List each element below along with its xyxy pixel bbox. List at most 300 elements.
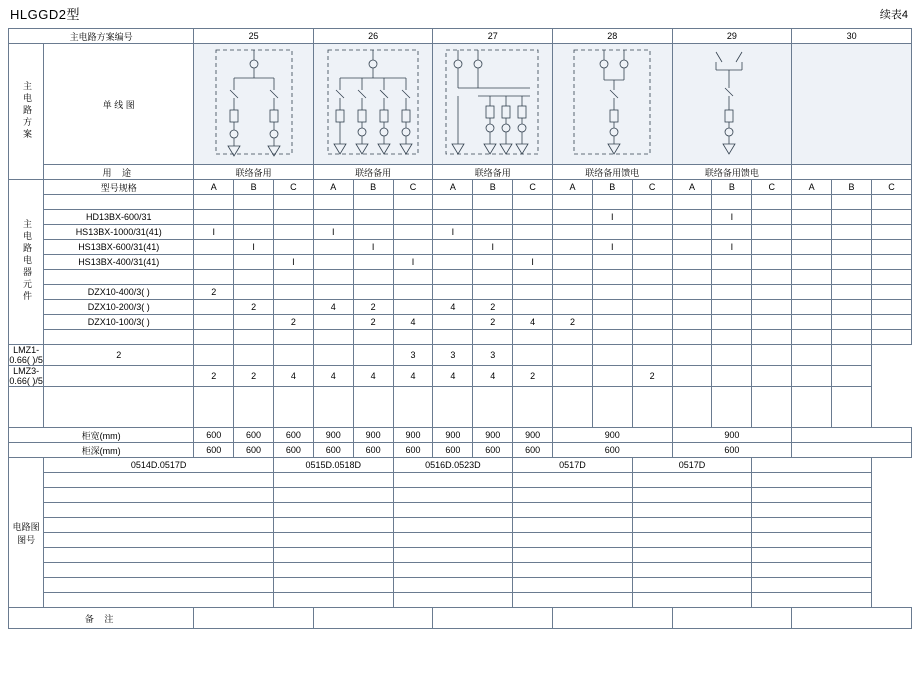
drawing-blank-cell bbox=[44, 503, 274, 518]
schematic-diagram-29 bbox=[672, 44, 792, 165]
table-row-drawing-blank bbox=[9, 518, 912, 533]
usage-value: 联络备用 bbox=[194, 165, 314, 180]
spacer-cell bbox=[274, 330, 314, 345]
component-cell bbox=[712, 300, 752, 315]
component-cell: 2 bbox=[473, 300, 513, 315]
spacer-cell bbox=[752, 387, 792, 428]
drawing-blank-cell bbox=[44, 593, 274, 608]
drawing-blank-cell bbox=[632, 473, 752, 488]
component-cell bbox=[871, 300, 911, 315]
table-row bbox=[9, 210, 912, 225]
width-value: 900 bbox=[313, 428, 353, 443]
schematic-diagram-25 bbox=[194, 44, 314, 165]
table-row bbox=[9, 345, 912, 366]
drawing-blank-cell bbox=[274, 518, 394, 533]
component-cell bbox=[194, 240, 234, 255]
component-cell bbox=[274, 300, 314, 315]
spacer-cell bbox=[513, 330, 553, 345]
component-cell bbox=[832, 240, 872, 255]
component-cell bbox=[632, 225, 672, 240]
component-cell bbox=[832, 285, 872, 300]
table-row bbox=[9, 255, 912, 270]
col-header-b: B bbox=[592, 180, 632, 195]
component-cell bbox=[553, 300, 593, 315]
depth-value: 600 bbox=[393, 443, 433, 458]
spacer-cell bbox=[553, 387, 593, 428]
component-cell bbox=[473, 210, 513, 225]
component-cell bbox=[871, 315, 911, 330]
component-cell: 2 bbox=[194, 366, 234, 387]
col-header-c: C bbox=[752, 180, 792, 195]
remark-value bbox=[792, 608, 912, 629]
spacer-cell bbox=[672, 195, 712, 210]
component-cell bbox=[393, 285, 433, 300]
drawing-blank-cell bbox=[513, 548, 633, 563]
spacer-cell bbox=[672, 387, 712, 428]
schematic-diagram-27 bbox=[433, 44, 553, 165]
spacer-cell bbox=[592, 270, 632, 285]
component-cell bbox=[672, 240, 712, 255]
drawing-blank-cell bbox=[752, 488, 872, 503]
width-value: 600 bbox=[194, 428, 234, 443]
drawing-blank-cell bbox=[393, 488, 513, 503]
spacer-cell bbox=[274, 195, 314, 210]
drawing-number: 0517D bbox=[632, 458, 752, 473]
col-header-c: C bbox=[393, 180, 433, 195]
remark-value bbox=[433, 608, 553, 629]
scheme-number: 25 bbox=[194, 29, 314, 44]
component-cell bbox=[553, 225, 593, 240]
component-cell bbox=[592, 285, 632, 300]
drawing-blank-cell bbox=[513, 578, 633, 593]
component-cell bbox=[513, 225, 553, 240]
component-cell bbox=[832, 366, 872, 387]
component-cell bbox=[473, 285, 513, 300]
spacer-cell bbox=[752, 195, 792, 210]
component-cell: 2 bbox=[234, 366, 274, 387]
table-row-drawing-numbers bbox=[9, 458, 912, 473]
spacer-cell bbox=[513, 270, 553, 285]
component-cell: 4 bbox=[353, 366, 393, 387]
spacer-cell bbox=[433, 330, 473, 345]
spacer-cell bbox=[44, 387, 194, 428]
table-row-drawing-blank bbox=[9, 533, 912, 548]
component-cell bbox=[234, 285, 274, 300]
component-cell: 2 bbox=[234, 300, 274, 315]
component-cell bbox=[672, 300, 712, 315]
label-scheme-no: 主电路方案编号 bbox=[9, 29, 194, 44]
col-header-b: B bbox=[712, 180, 752, 195]
usage-value: 联络备用馈电 bbox=[672, 165, 792, 180]
drawing-blank-cell bbox=[752, 533, 872, 548]
remark-value bbox=[194, 608, 314, 629]
spacer-cell bbox=[792, 195, 832, 210]
scheme-number: 28 bbox=[553, 29, 673, 44]
scheme-number: 27 bbox=[433, 29, 553, 44]
component-cell: I bbox=[313, 225, 353, 240]
component-cell bbox=[672, 285, 712, 300]
drawing-blank-cell bbox=[274, 503, 394, 518]
component-cell bbox=[792, 240, 832, 255]
spacer-cell bbox=[712, 330, 752, 345]
component-cell bbox=[632, 300, 672, 315]
component-cell bbox=[752, 366, 792, 387]
component-cell bbox=[792, 210, 832, 225]
drawing-blank-cell bbox=[752, 473, 872, 488]
component-cell bbox=[712, 285, 752, 300]
component-cell bbox=[513, 345, 553, 366]
component-cell bbox=[234, 255, 274, 270]
usage-value bbox=[792, 165, 912, 180]
depth-value: 600 bbox=[313, 443, 353, 458]
component-cell bbox=[274, 210, 314, 225]
component-cell bbox=[194, 255, 234, 270]
component-cell: I bbox=[353, 240, 393, 255]
drawing-blank-cell bbox=[632, 533, 752, 548]
label-single-line: 单 线 图 bbox=[44, 44, 194, 165]
col-header-b: B bbox=[832, 180, 872, 195]
drawing-blank-cell bbox=[632, 563, 752, 578]
label-cabinet-width: 柜宽(mm) bbox=[9, 428, 194, 443]
drawing-blank-cell bbox=[393, 503, 513, 518]
table-row-scheme-numbers bbox=[9, 29, 912, 44]
component-cell bbox=[553, 345, 593, 366]
component-cell bbox=[632, 345, 672, 366]
component-cell bbox=[712, 225, 752, 240]
drawing-blank-cell bbox=[274, 473, 394, 488]
drawing-blank-cell bbox=[752, 578, 872, 593]
spacer-cell bbox=[274, 387, 314, 428]
spacer-cell bbox=[433, 195, 473, 210]
schematic-diagram-30 bbox=[792, 44, 912, 165]
width-value: 900 bbox=[353, 428, 393, 443]
spacer-cell bbox=[313, 387, 353, 428]
spacer-cell bbox=[393, 270, 433, 285]
drawing-blank-cell bbox=[632, 503, 752, 518]
component-cell: I bbox=[513, 255, 553, 270]
component-cell bbox=[433, 210, 473, 225]
width-value: 900 bbox=[433, 428, 473, 443]
component-cell bbox=[433, 285, 473, 300]
drawing-blank-cell bbox=[513, 533, 633, 548]
drawing-blank-cell bbox=[513, 473, 633, 488]
width-value: 900 bbox=[672, 428, 792, 443]
col-header-b: B bbox=[353, 180, 393, 195]
component-cell bbox=[672, 255, 712, 270]
spacer-cell bbox=[353, 330, 393, 345]
spacer-cell bbox=[513, 195, 553, 210]
drawing-number: 0514D.0517D bbox=[44, 458, 274, 473]
table-row bbox=[9, 285, 912, 300]
component-cell bbox=[792, 345, 832, 366]
component-cell bbox=[353, 285, 393, 300]
component-cell: I bbox=[274, 255, 314, 270]
spacer-cell bbox=[194, 387, 234, 428]
component-cell bbox=[313, 240, 353, 255]
component-cell bbox=[393, 300, 433, 315]
table-row-drawing-blank bbox=[9, 473, 912, 488]
component-cell bbox=[274, 240, 314, 255]
spacer-cell bbox=[672, 330, 712, 345]
drawing-blank-cell bbox=[393, 533, 513, 548]
depth-value: 600 bbox=[473, 443, 513, 458]
spacer-cell bbox=[632, 330, 672, 345]
spacer-cell bbox=[473, 270, 513, 285]
spacer-cell bbox=[473, 330, 513, 345]
col-header-b: B bbox=[473, 180, 513, 195]
remark-value bbox=[313, 608, 433, 629]
component-cell bbox=[433, 315, 473, 330]
drawing-blank-cell bbox=[44, 533, 274, 548]
spacer-cell bbox=[592, 330, 632, 345]
component-cell bbox=[592, 315, 632, 330]
component-cell bbox=[632, 240, 672, 255]
spacer-cell bbox=[752, 270, 792, 285]
spacer-cell bbox=[353, 270, 393, 285]
drawing-blank-cell bbox=[274, 533, 394, 548]
component-cell bbox=[712, 366, 752, 387]
spacer-cell bbox=[234, 387, 274, 428]
width-value: 900 bbox=[553, 428, 673, 443]
component-cell: I bbox=[592, 240, 632, 255]
usage-value: 联络备用馈电 bbox=[553, 165, 673, 180]
spacer-cell bbox=[313, 195, 353, 210]
component-cell bbox=[632, 210, 672, 225]
table-row-spacer bbox=[9, 330, 912, 345]
spacer-cell bbox=[832, 195, 872, 210]
component-cell: 4 bbox=[433, 300, 473, 315]
component-cell: 2 bbox=[353, 300, 393, 315]
spacer-cell bbox=[871, 330, 911, 345]
col-header-a: A bbox=[194, 180, 234, 195]
component-cell bbox=[274, 345, 314, 366]
usage-value: 联络备用 bbox=[313, 165, 433, 180]
schematic-diagram-28 bbox=[553, 44, 673, 165]
drawing-blank-cell bbox=[632, 578, 752, 593]
component-cell: I bbox=[234, 240, 274, 255]
spacer-cell bbox=[832, 330, 872, 345]
col-header-a: A bbox=[313, 180, 353, 195]
width-value: 900 bbox=[513, 428, 553, 443]
component-cell bbox=[393, 240, 433, 255]
spacer-cell bbox=[313, 330, 353, 345]
col-header-b: B bbox=[234, 180, 274, 195]
label-model-spec: 型号规格 bbox=[44, 180, 194, 195]
component-cell bbox=[752, 315, 792, 330]
component-cell bbox=[194, 300, 234, 315]
drawing-blank-cell bbox=[513, 488, 633, 503]
drawing-blank-cell bbox=[393, 518, 513, 533]
spacer-cell bbox=[393, 387, 433, 428]
col-header-c: C bbox=[513, 180, 553, 195]
component-cell: I bbox=[194, 225, 234, 240]
component-cell: I bbox=[712, 210, 752, 225]
spacer-cell bbox=[234, 195, 274, 210]
component-cell bbox=[313, 315, 353, 330]
spacer-cell bbox=[473, 387, 513, 428]
component-cell bbox=[194, 315, 234, 330]
component-cell bbox=[792, 315, 832, 330]
drawing-blank-cell bbox=[752, 593, 872, 608]
component-cell: I bbox=[473, 240, 513, 255]
table-row-usage bbox=[9, 165, 912, 180]
drawing-blank-cell bbox=[44, 518, 274, 533]
component-cell: 2 bbox=[553, 315, 593, 330]
page-title: HLGGD2型 bbox=[10, 7, 80, 22]
component-cell bbox=[234, 315, 274, 330]
component-name: DZX10-200/3( ) bbox=[44, 300, 194, 315]
component-cell: 4 bbox=[313, 366, 353, 387]
label-remark: 备 注 bbox=[9, 608, 194, 629]
component-cell bbox=[871, 210, 911, 225]
component-cell bbox=[513, 210, 553, 225]
page-header bbox=[0, 0, 920, 26]
component-cell bbox=[792, 366, 832, 387]
width-value: 900 bbox=[473, 428, 513, 443]
table-row-drawing-blank bbox=[9, 548, 912, 563]
depth-value: 600 bbox=[194, 443, 234, 458]
spacer-cell bbox=[832, 387, 872, 428]
component-cell bbox=[752, 300, 792, 315]
component-cell bbox=[752, 240, 792, 255]
component-cell bbox=[871, 285, 911, 300]
component-cell: 2 bbox=[44, 345, 194, 366]
component-cell bbox=[274, 225, 314, 240]
drawing-blank-cell bbox=[274, 563, 394, 578]
component-cell bbox=[234, 210, 274, 225]
drawing-blank-cell bbox=[44, 488, 274, 503]
spacer-cell bbox=[553, 270, 593, 285]
spacer-cell bbox=[553, 195, 593, 210]
component-cell: 3 bbox=[433, 345, 473, 366]
component-cell: 4 bbox=[393, 366, 433, 387]
component-cell bbox=[234, 225, 274, 240]
drawing-blank-cell bbox=[274, 488, 394, 503]
spacer-cell bbox=[393, 195, 433, 210]
component-cell: 2 bbox=[194, 285, 234, 300]
spacer-cell bbox=[672, 270, 712, 285]
component-cell bbox=[553, 366, 593, 387]
component-cell bbox=[393, 210, 433, 225]
drawing-number: 0516D.0523D bbox=[393, 458, 513, 473]
spacer-cell bbox=[752, 330, 792, 345]
table-row bbox=[9, 240, 912, 255]
component-cell bbox=[752, 285, 792, 300]
drawing-blank-cell bbox=[274, 593, 394, 608]
scheme-number: 29 bbox=[672, 29, 792, 44]
drawing-blank-cell bbox=[752, 518, 872, 533]
component-cell bbox=[513, 285, 553, 300]
component-cell bbox=[553, 210, 593, 225]
drawing-blank-cell bbox=[393, 593, 513, 608]
spacer-label bbox=[9, 387, 44, 428]
width-value: 600 bbox=[234, 428, 274, 443]
component-cell bbox=[672, 210, 712, 225]
component-cell bbox=[792, 285, 832, 300]
drawing-blank-cell bbox=[513, 563, 633, 578]
spacer-cell bbox=[632, 270, 672, 285]
component-cell bbox=[513, 240, 553, 255]
component-cell: 4 bbox=[313, 300, 353, 315]
spacer-cell bbox=[871, 270, 911, 285]
drawing-blank-cell bbox=[632, 593, 752, 608]
component-name: DZX10-400/3( ) bbox=[44, 285, 194, 300]
depth-value: 600 bbox=[553, 443, 673, 458]
component-cell bbox=[553, 240, 593, 255]
component-name: HD13BX-600/31 bbox=[44, 210, 194, 225]
spacer-cell bbox=[871, 195, 911, 210]
component-cell bbox=[712, 345, 752, 366]
main-table bbox=[8, 28, 912, 629]
continued-label: 续表4 bbox=[879, 9, 908, 21]
component-cell bbox=[234, 345, 274, 366]
depth-value: 600 bbox=[672, 443, 792, 458]
spacer-cell bbox=[353, 387, 393, 428]
drawing-number bbox=[752, 458, 872, 473]
drawing-number: 0515D.0518D bbox=[274, 458, 394, 473]
component-cell: 4 bbox=[274, 366, 314, 387]
col-header-c: C bbox=[274, 180, 314, 195]
component-cell bbox=[194, 345, 234, 366]
table-row-spacer-large bbox=[9, 387, 912, 428]
table-row-spacer bbox=[9, 270, 912, 285]
component-cell bbox=[194, 210, 234, 225]
table-row-spacer bbox=[9, 195, 912, 210]
component-cell bbox=[832, 210, 872, 225]
spacer-cell bbox=[313, 270, 353, 285]
drawing-blank-cell bbox=[752, 548, 872, 563]
component-name: LMZ1-0.66( )/5 bbox=[9, 345, 43, 365]
table-row-drawing-blank bbox=[9, 578, 912, 593]
spacer-cell bbox=[792, 387, 832, 428]
component-cell bbox=[473, 255, 513, 270]
component-cell: 4 bbox=[473, 366, 513, 387]
component-cell: 2 bbox=[353, 315, 393, 330]
spacer-cell bbox=[353, 195, 393, 210]
depth-value: 600 bbox=[234, 443, 274, 458]
component-cell bbox=[672, 366, 712, 387]
table-row-drawing-blank bbox=[9, 563, 912, 578]
component-cell: 4 bbox=[393, 315, 433, 330]
label-cabinet-depth: 柜深(mm) bbox=[9, 443, 194, 458]
component-cell bbox=[752, 255, 792, 270]
spacer-cell bbox=[792, 330, 832, 345]
component-cell bbox=[871, 255, 911, 270]
drawing-blank-cell bbox=[632, 488, 752, 503]
drawing-blank-cell bbox=[274, 548, 394, 563]
spacer-label bbox=[44, 195, 194, 210]
remark-value bbox=[672, 608, 792, 629]
component-name: LMZ3-0.66( )/5 bbox=[9, 366, 43, 386]
drawing-blank-cell bbox=[44, 578, 274, 593]
component-cell bbox=[672, 345, 712, 366]
component-name: HS13BX-1000/31(41) bbox=[44, 225, 194, 240]
depth-value: 600 bbox=[513, 443, 553, 458]
component-cell bbox=[433, 255, 473, 270]
spacer-cell bbox=[632, 195, 672, 210]
width-value bbox=[792, 428, 912, 443]
table-row bbox=[9, 300, 912, 315]
component-name: HS13BX-400/31(41) bbox=[44, 255, 194, 270]
component-cell: 4 bbox=[433, 366, 473, 387]
component-cell bbox=[353, 345, 393, 366]
component-cell bbox=[752, 345, 792, 366]
col-header-a: A bbox=[433, 180, 473, 195]
component-cell bbox=[712, 315, 752, 330]
component-cell bbox=[672, 225, 712, 240]
width-value: 900 bbox=[393, 428, 433, 443]
component-cell bbox=[592, 255, 632, 270]
